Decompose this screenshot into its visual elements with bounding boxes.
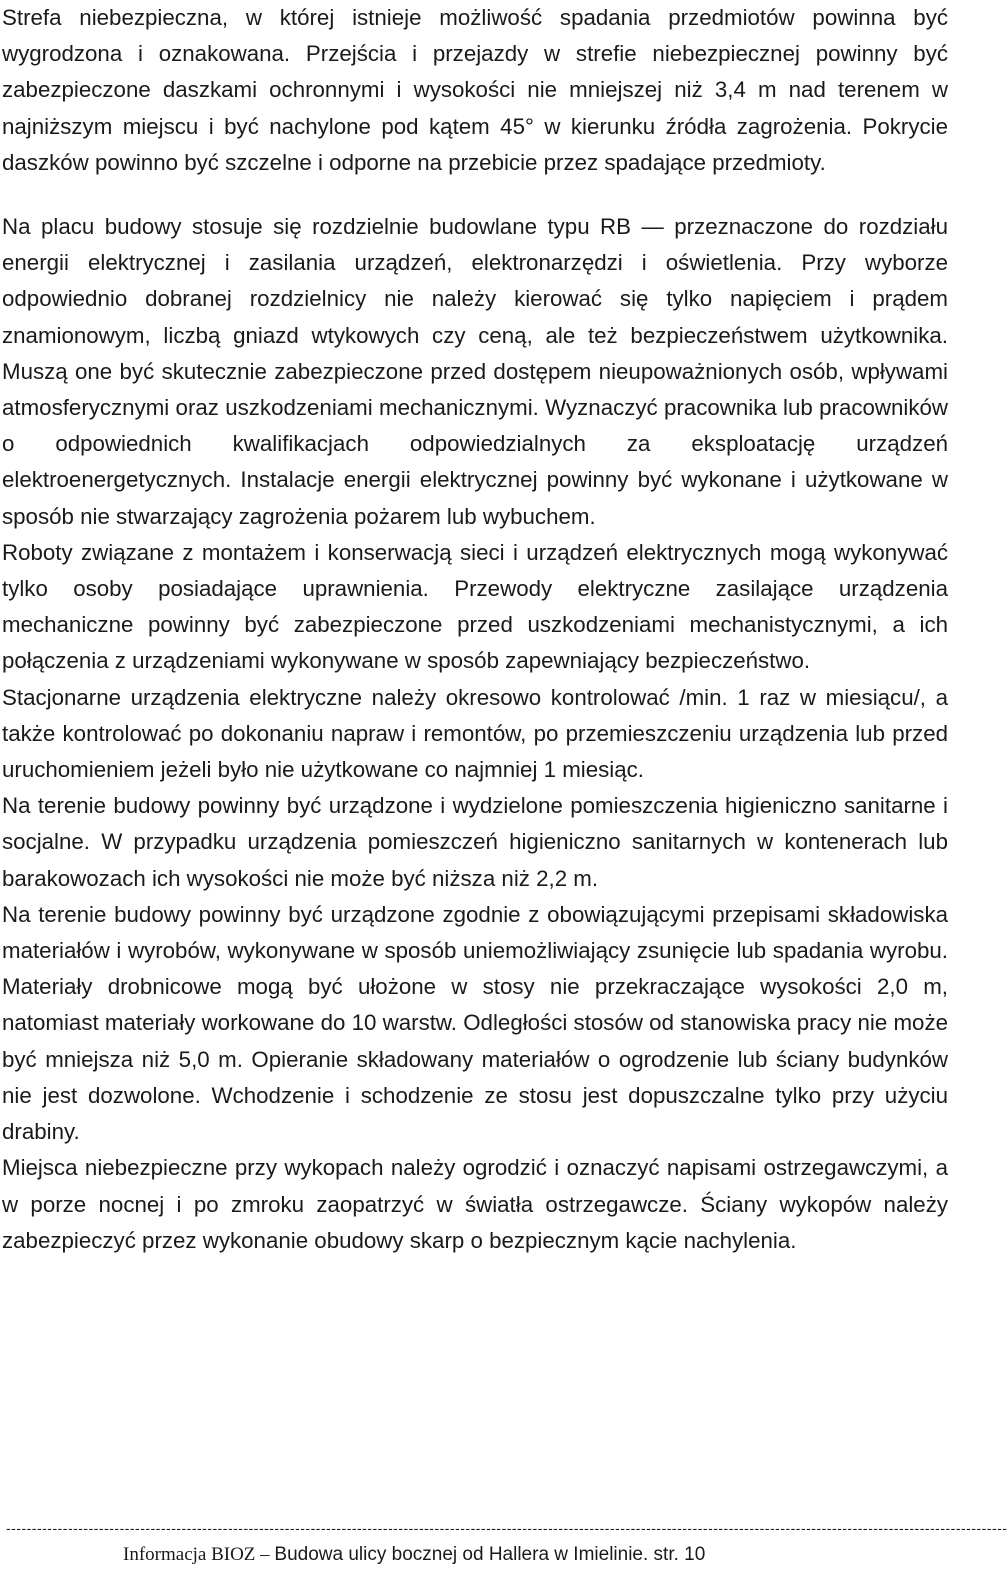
paragraph-distribution-boards: Na placu budowy stosuje się rozdzielnie budowlane typu RB — przeznaczone do rozdziału energii elektrycznej i zasilania urządzeń, elektronarzędzi i oświetlenia. Przy wyborze odpowiednio dobranej rozdzielnicy nie należy kierować się tylko napięciem i prądem znamionowym, liczbą gniazd wtykowych czy ceną, ale też bezpieczeństwem użytkownika. Muszą one być skutecznie zabezpieczone przed dostępem nieupoważnionych osób, wpływami atmosferycznymi oraz uszkodzeniami mechanicznymi. Wyznaczyć pracownika lub pracowników o odpowiednich kwalifikacjach odpowiedzialnych za eksploatację urządzeń elektroenergetycznych. Instalacje energii elektrycznej powinny być wykonane i użytkowane w sposób nie stwarzający zagrożenia pożarem lub wybuchem.: [2, 214, 948, 529]
paragraph-excavations: Miejsca niebezpieczne przy wykopach należy ogrodzić i oznaczyć napisami ostrzegawczymi, a w porze nocnej i po zmroku zaopatrzyć w światła ostrzegawcze. Ściany wykopów należy zabezpieczyć przez wykonanie obudowy skarp o bezpiecznym kącie nachylenia.: [2, 1155, 948, 1253]
footer-separator: --------------------------------------------------------------------------------------------------------------------------------------------------------------------------------------------------: [6, 1520, 1007, 1536]
paragraph-storage: Na terenie budowy powinny być urządzone zgodnie z obowiązującymi przepisami składowiska materiałów i wyrobów, wykonywane w sposób uniemożliwiający zsunięcie lub spadania wyrobu. Materiały drobnicowe mogą być ułożone w stosy nie przekraczające wysokości 2,0 m, natomiast materiały workowane do 10 warstw. Odległości stosów od stanowiska pracy nie może być mniejsza niż 5,0 m. Opieranie składowany materiałów o ogrodzenie lub ściany budynków nie jest dozwolone. Wchodzenie i schodzenie ze stosu jest dopuszczalne tylko przy użyciu drabiny.: [2, 901, 948, 1145]
paragraph-sanitary-rooms: Na terenie budowy powinny być urządzone i wydzielone pomieszczenia higieniczno sanitarne i socjalne. W przypadku urządzenia pomieszczeń higieniczno sanitarnych w kontenerach lub barakowozach ich wysokości nie może być niższa niż 2,2 m.: [2, 793, 948, 891]
paragraph-gap: [2, 181, 948, 209]
footer-label: Informacja BIOZ –: [123, 1544, 275, 1565]
paragraph-inspections: Stacjonarne urządzenia elektryczne należy okresowo kontrolować /min. 1 raz w miesiącu/, a także kontrolować po dokonaniu napraw i remontów, po przemieszczeniu urządzenia lub przed uruchomieniem jeżeli było nie użytkowane co najmniej 1 miesiąc.: [2, 684, 948, 783]
paragraph-danger-zone: Strefa niebezpieczna, w której istnieje możliwość spadania przedmiotów powinna być wygrodzona i oznakowana. Przejścia i przejazdy w strefie niebezpiecznej powinny być zabezpieczone daszkami ochronnymi i wysokości nie mniejszej niż 3,4 m nad terenem w najniższym miejscu i być nachylone pod kątem 45° w kierunku źródła zagrożenia. Pokrycie daszków powinno być szczelne i odporne na przebicie przez spadające przedmioty.: [2, 5, 948, 175]
page-footer: [123, 1542, 705, 1568]
paragraph-electrical-works: Roboty związane z montażem i konserwacją sieci i urządzeń elektrycznych mogą wykonywać tylko osoby posiadające uprawnienia. Przewody elektryczne zasilające urządzenia mechaniczne powinny być zabezpieczone przed uszkodzeniami mechanistycznymi, a ich połączenia z urządzeniami wykonywane w sposób zapewniający bezpieczeństwo.: [2, 539, 948, 674]
footer-text: Budowa ulicy bocznej od Hallera w Imielinie. str. 10: [274, 1544, 706, 1565]
document-body: [2, 0, 948, 1259]
